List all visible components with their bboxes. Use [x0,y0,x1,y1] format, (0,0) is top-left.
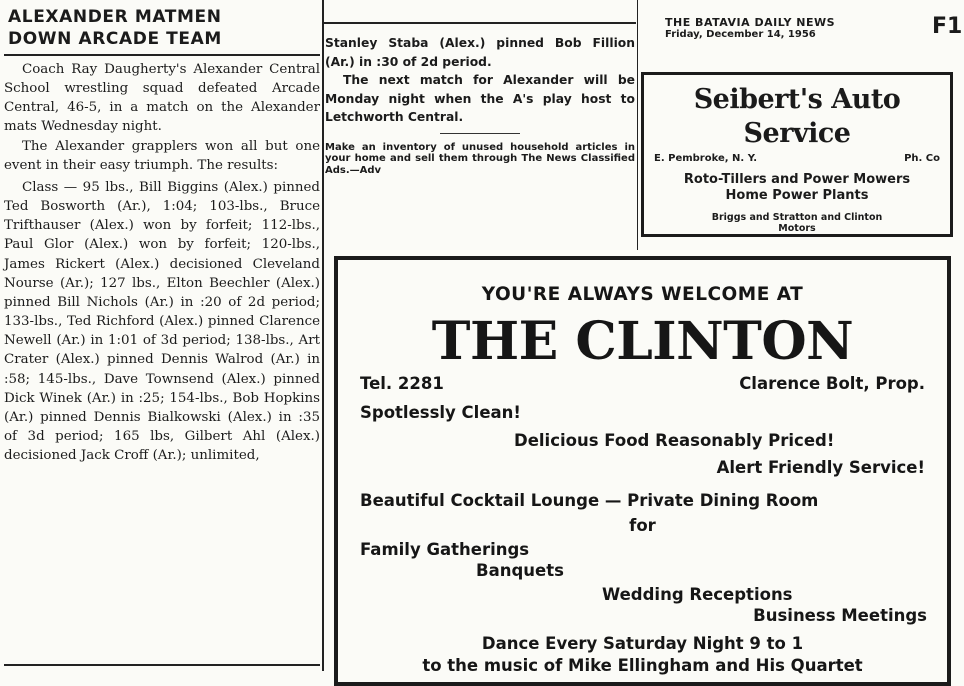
bottom-rule [4,664,320,666]
ad-phone: Ph. Co [904,153,940,164]
ad-location-row [654,153,940,164]
ad-products [654,172,940,204]
ad-proprietor: Clarence Bolt, Prop. [739,374,925,393]
clinton-advertisement [334,256,951,686]
article-paragraph: Stanley Staba (Alex.) pinned Bob Fillion (Ar.) in :30 of 2d period. [325,36,635,69]
ad-line-music: to the music of Mike Ellingham and His Quartet [422,656,863,675]
ad-brand-line: Briggs and Stratton and Clinton [711,212,883,223]
ad-line-food: Delicious Food Reasonably Priced! [514,431,835,450]
wrestling-article [4,6,320,465]
ad-line-for: for [629,516,656,535]
ad-line-dance: Dance Every Saturday Night 9 to 1 [481,634,804,653]
headline-line-2: DOWN ARCADE TEAM [8,29,222,49]
ad-line-banquets: Banquets [476,561,564,580]
article-headline [8,6,320,50]
ad-welcome: YOU'RE ALWAYS WELCOME AT [481,284,804,305]
article-paragraph: The next match for Alexander will be Monday night when the A's play host to Letchworth Central. [325,73,635,124]
top-rule [324,22,636,24]
ad-product-line: Roto-Tillers and Power Mowers [683,172,911,187]
article-body [4,60,320,465]
headline-line-1: ALEXANDER MATMEN [8,7,222,27]
page-masthead [665,16,955,40]
page-number: F1 [932,14,963,39]
ad-brand-line: Motors [778,223,816,234]
article-continuation [325,34,635,176]
ad-line-clean: Spotlessly Clean! [360,403,521,422]
divider [440,133,520,134]
ad-location: E. Pembroke, N. Y. [654,153,758,164]
ad-business-name: THE CLINTON [431,311,854,372]
ad-line-service: Alert Friendly Service! [716,458,925,477]
results-paragraph: Class — 95 lbs., Bill Biggins (Alex.) pinned Ted Bosworth (Ar.), 1:04; 103-lbs., Bruce Trifthauser (Alex.) won by forfeit; 112-lbs., Paul Glor (Alex.) won by forfeit; 120-lbs., James Rickert (Alex.) decisioned Cleveland Nourse (Ar.); 127 lbs., Elton Beechler (Alex.) pinned Bill Nichols (Ar.) in :20 of 2d period; 133-lbs., Ted Richford (Alex.) pinned Clarence Newell (Ar.) in 1:01 of 3d period; 138-lbs., Art Crater (Alex.) pinned Dennis Walrod (Ar.) in :58; 145-lbs., Dave Townsend (Alex.) pinned Dick Winek (Ar.) in :25; 154-lbs., Bob Hopkins (Ar.) pinned Dennis Bialkowski (Alex.) in :35 of 3d period; 165 lbs, Gilbert Ahl (Alex.) decisioned Jack Croff (Ar.); unlimited, [4,179,320,464]
seibert-advertisement [641,72,953,237]
ad-line-wedding: Wedding Receptions [602,585,793,604]
ad-brands [654,212,940,234]
classified-filler: Make an inventory of unused household articles in your home and sell them through The News Classified Ads.—Adv [325,141,635,176]
newspaper-name: THE BATAVIA DAILY NEWS [665,16,836,29]
article-paragraph: The Alexander grapplers won all but one event in their easy triumph. The results: [4,138,320,173]
ad-telephone: Tel. 2281 [360,374,444,393]
column-rule [637,0,638,250]
ad-line-family: Family Gatherings [360,540,530,559]
issue-date: Friday, December 14, 1956 [665,29,816,40]
ad-product-line: Home Power Plants [725,188,869,203]
ad-line-lounge: Beautiful Cocktail Lounge — Private Dining Room [360,491,819,510]
ad-business-name: Seibert's Auto Service [693,84,901,149]
column-rule [322,0,324,671]
headline-rule [4,54,320,56]
article-paragraph: Coach Ray Daugherty's Alexander Central School wrestling squad defeated Arcade Central, 46-5, in a match on the Alexander mats Wednesday night. [4,62,320,135]
ad-line-business: Business Meetings [753,606,927,625]
